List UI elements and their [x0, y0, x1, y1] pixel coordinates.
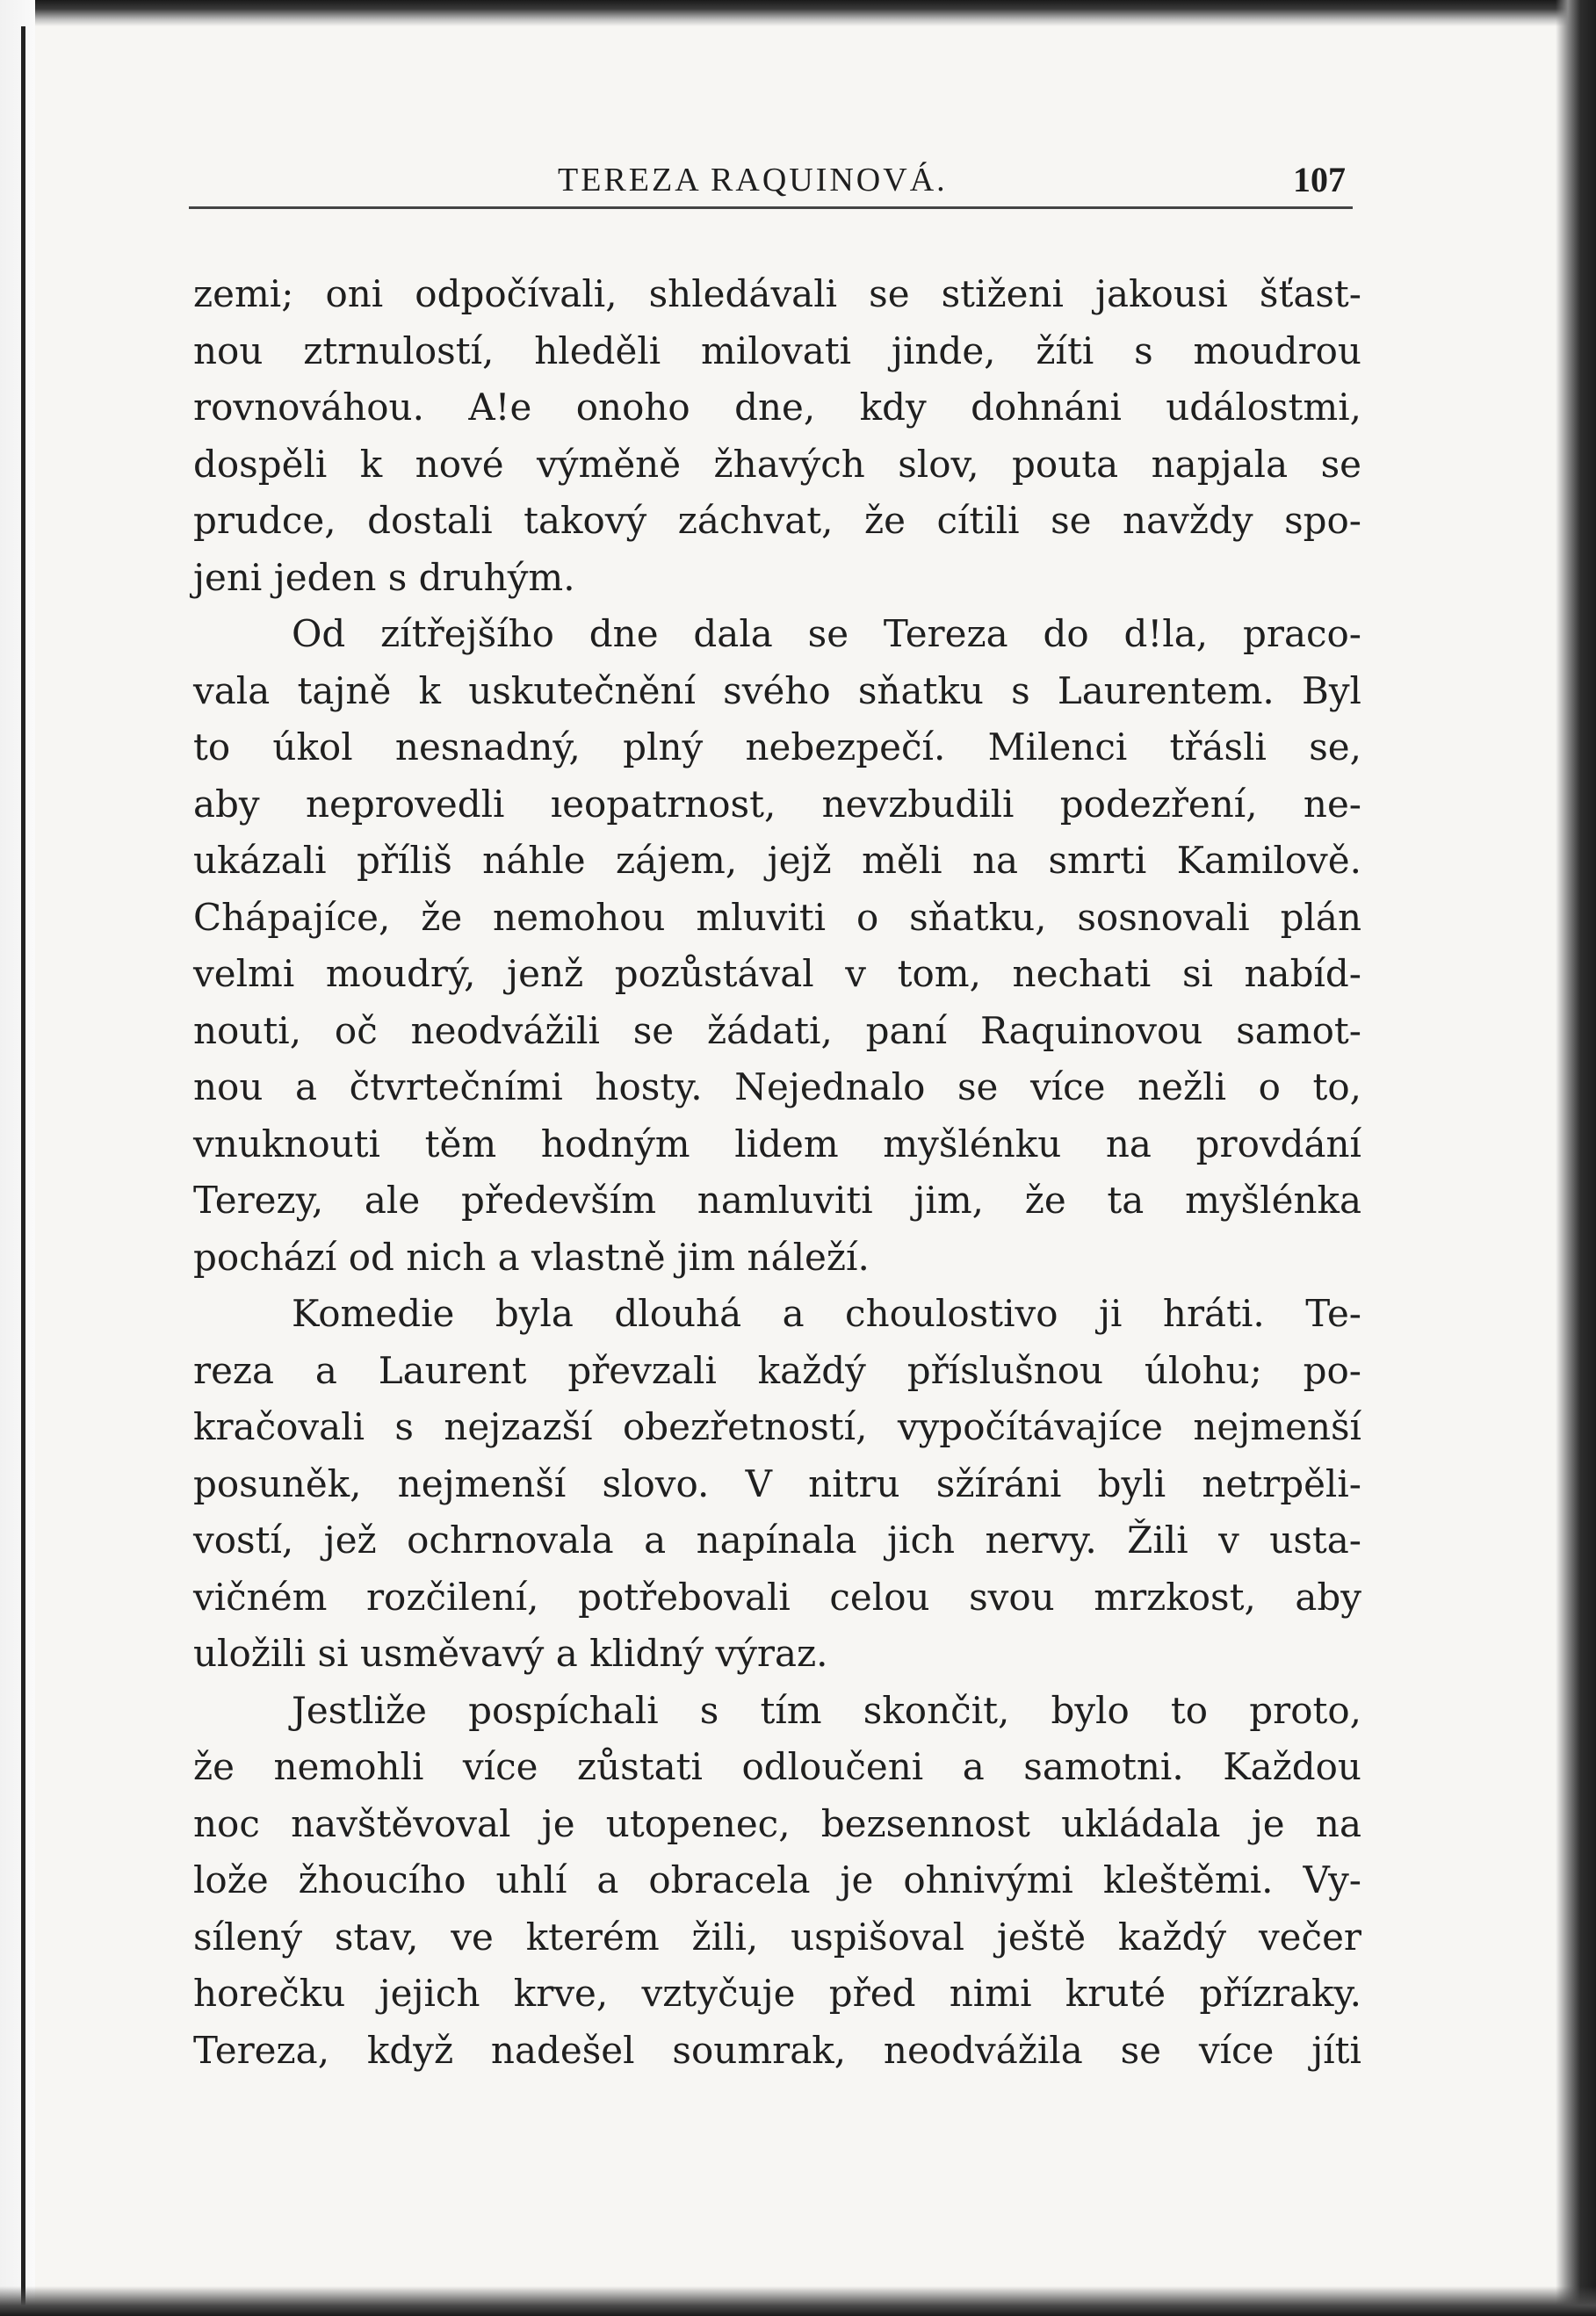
text-line: horečku jejich krve, vztyčuje před nimi kruté přízraky.	[193, 1972, 1361, 2015]
text-line: Komedie byla dlouhá a choulostivo ji hráti. Te-	[292, 1292, 1361, 1335]
scan-edge-bottom	[0, 2286, 1596, 2316]
text-line: nouti, oč neodvážili se žádati, paní Raquinovou samot-	[193, 1008, 1361, 1052]
text-line: ukázali příliš náhle zájem, jejž měli na smrti Kamilově.	[193, 839, 1361, 882]
text-line: nou ztrnulostí, hleděli milovati jinde, žíti s moudrou	[193, 328, 1361, 372]
text-line: reza a Laurent převzali každý příslušnou úlohu; po-	[193, 1348, 1361, 1392]
body-text	[193, 266, 1361, 2079]
text-line: aby neprovedli ıeopatrnost, nevzbudili podezření, ne-	[193, 782, 1361, 826]
running-header	[189, 154, 1353, 209]
text-line: jeni jeden s druhým.	[193, 555, 575, 599]
text-line: rovnováhou. A!e onoho dne, kdy dohnáni událostmi,	[193, 386, 1361, 429]
scan-edge-right	[1556, 0, 1596, 2316]
text-line: Jestliže pospíchali s tím skončit, bylo to proto,	[292, 1688, 1361, 1732]
text-line: velmi moudrý, jenž pozůstával v tom, nechati si nabíd-	[193, 952, 1361, 995]
running-title: TEREZA RAQUINOVÁ.	[558, 162, 948, 198]
text-line: pochází od nich a vlastně jim náleží.	[193, 1235, 870, 1279]
text-line: prudce, dostali takový záchvat, že cítili se navždy spo-	[193, 499, 1361, 542]
text-line: to úkol nesnadný, plný nebezpečí. Milenci třásli se,	[193, 725, 1361, 768]
text-line: Chápajíce, že nemohou mluviti o sňatku, sosnovali plán	[193, 895, 1361, 939]
text-line: dospěli k nové výměně žhavých slov, pouta napjala se	[193, 442, 1361, 486]
scan-edge-top	[0, 0, 1596, 26]
text-line: že nemohli více zůstati odloučeni a samotni. Každou	[193, 1745, 1361, 1788]
scan-edge-left	[0, 0, 35, 2316]
text-line: posuněk, nejmenší slovo. V nitru sžíráni byli netrpěli-	[193, 1461, 1361, 1505]
text-line: Od zítřejšího dne dala se Tereza do d!la, praco-	[292, 612, 1361, 655]
text-line: vostí, jež ochrnovala a napínala jich nervy. Žili v usta-	[193, 1519, 1361, 1562]
text-line: Terezy, ale především namluviti jim, že ta myšlénka	[193, 1179, 1361, 1222]
text-line: vičném rozčilení, potřebovali celou svou mrzkost, aby	[193, 1575, 1361, 1619]
text-line: nou a čtvrtečními hosty. Nejednalo se více nežli o to,	[193, 1065, 1361, 1108]
text-line: vala tajně k uskutečnění svého sňatku s Laurentem. Byl	[193, 668, 1361, 712]
text-line: zemi; oni odpočívali, shledávali se stiženi jakousi šťast-	[193, 272, 1361, 315]
text-line: noc navštěvoval je utopenec, bezsennost ukládala je na	[193, 1801, 1361, 1845]
text-line: sílený stav, ve kterém žili, uspišoval ještě každý večer	[193, 1915, 1361, 1959]
text-line: Tereza, když nadešel soumrak, neodvážila se více jíti	[193, 2028, 1361, 2072]
text-line: uložili si usměvavý a klidný výraz.	[193, 1632, 828, 1675]
text-line: lože žhoucího uhlí a obracela je ohnivými kleštěmi. Vy-	[193, 1858, 1361, 1901]
page-number: 107	[1293, 160, 1346, 199]
text-line: vnuknouti těm hodným lidem myšlénku na provdání	[193, 1122, 1361, 1165]
scan-binding-line	[21, 26, 25, 2310]
text-line: kračovali s nejzazší obezřetností, vypočítávajíce nejmenší	[193, 1405, 1361, 1448]
